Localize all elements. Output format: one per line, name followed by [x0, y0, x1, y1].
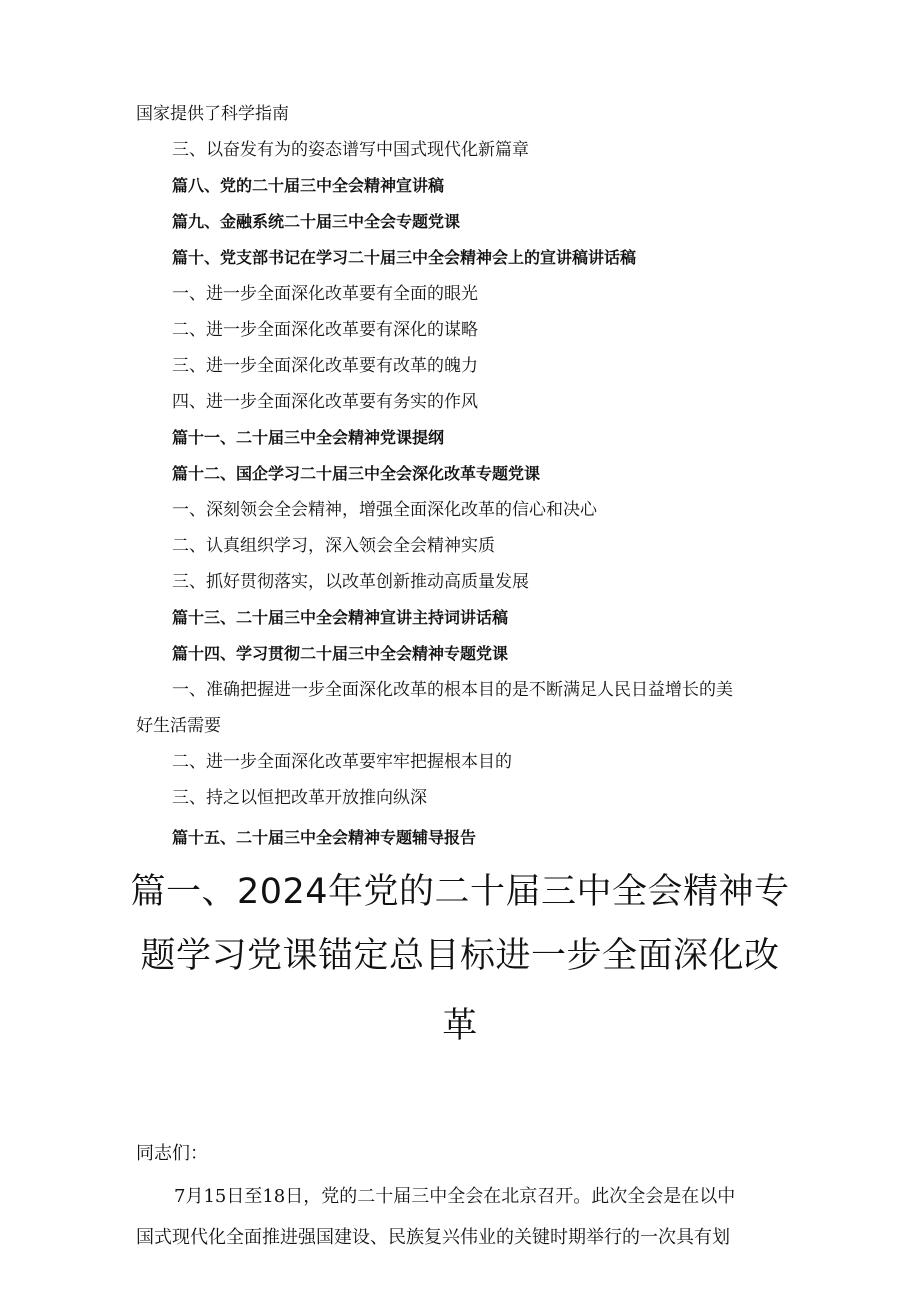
- toc-line: 国家提供了科学指南: [136, 104, 289, 124]
- toc-heading: 篇十二、国企学习二十届三中全会深化改革专题党课: [172, 464, 541, 483]
- toc-heading: 篇十五、二十届三中全会精神专题辅导报告: [172, 828, 477, 847]
- paragraph-line: 国式现代化全面推进强国建设、民族复兴伟业的关键时期举行的一次具有划: [136, 1227, 730, 1248]
- toc-line: 四、进一步全面深化改革要有务实的作风: [172, 392, 478, 412]
- toc-line: 二、进一步全面深化改革要有深化的谋略: [172, 320, 478, 340]
- toc-line: 一、准确把握进一步全面深化改革的根本目的是不断满足人民日益增长的美: [172, 680, 733, 700]
- toc-line: 三、以奋发有为的姿态谱写中国式现代化新篇章: [172, 140, 529, 160]
- toc-line: 三、进一步全面深化改革要有改革的魄力: [172, 356, 478, 376]
- toc-heading: 篇十一、二十届三中全会精神党课提纲: [172, 428, 445, 447]
- toc-line: 二、进一步全面深化改革要牢牢把握根本目的: [172, 752, 512, 772]
- toc-heading: 篇八、党的二十届三中全会精神宣讲稿: [172, 176, 445, 195]
- toc-line: 三、抓好贯彻落实，以改革创新推动高质量发展: [172, 572, 529, 592]
- toc-line: 好生活需要: [136, 716, 221, 736]
- toc-heading: 篇十、党支部书记在学习二十届三中全会精神会上的宣讲稿讲话稿: [172, 248, 637, 267]
- article-title-line: 篇一、2024年党的二十届三中全会精神专: [130, 872, 790, 912]
- article-title-line: 革: [442, 1006, 478, 1046]
- toc-heading: 篇九、金融系统二十届三中全会专题党课: [172, 212, 461, 231]
- toc-heading: 篇十四、学习贯彻二十届三中全会精神专题党课: [172, 644, 509, 663]
- paragraph-line: 7月15日至18日，党的二十届三中全会在北京召开。此次全会是在以中: [174, 1186, 736, 1207]
- salutation: 同志们：: [136, 1143, 208, 1164]
- toc-line: 一、深刻领会全会精神，增强全面深化改革的信心和决心: [172, 500, 597, 520]
- toc-line: 一、进一步全面深化改革要有全面的眼光: [172, 284, 478, 304]
- article-title-line: 题学习党课锚定总目标进一步全面深化改: [140, 936, 780, 976]
- toc-line: 三、持之以恒把改革开放推向纵深: [172, 788, 427, 808]
- toc-heading: 篇十三、二十届三中全会精神宣讲主持词讲话稿: [172, 608, 509, 627]
- toc-line: 二、认真组织学习，深入领会全会精神实质: [172, 536, 495, 556]
